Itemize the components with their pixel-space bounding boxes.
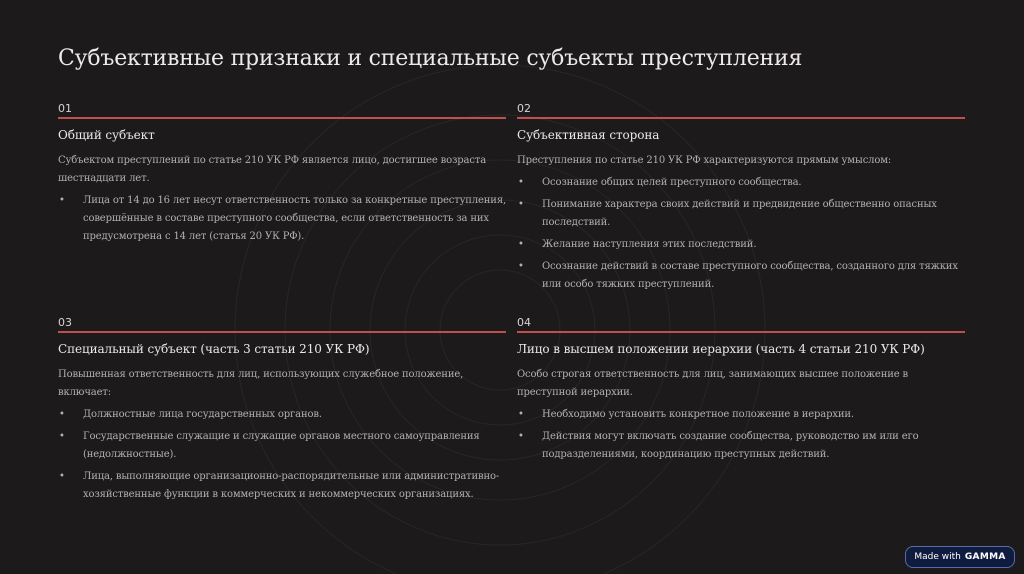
- card-description: Субъектом преступлений по статье 210 УК РФ является лицо, достигшее возраста шестнадцати лет.: [58, 155, 487, 184]
- card-general-subject: [58, 101, 506, 250]
- card-heading: Лицо в высшем положении иерархии (часть 4 статьи 210 УК РФ): [517, 342, 925, 356]
- card-number: 04: [517, 316, 531, 329]
- card-heading: Специальный субъект (часть 3 статьи 210 УК РФ): [58, 342, 370, 356]
- bullet-icon: •: [59, 431, 65, 442]
- card-heading: Общий субъект: [58, 128, 155, 142]
- list-item: • Понимание характера своих действий и предвидение общественно опасных последствий.: [517, 196, 965, 232]
- card-divider: [58, 331, 506, 333]
- card-divider: [58, 117, 506, 119]
- bullet-list: [58, 406, 506, 504]
- card-divider: [517, 117, 965, 119]
- bullet-icon: •: [518, 431, 524, 442]
- list-item: • Должностные лица государственных органов.: [58, 406, 506, 424]
- card-special-subject: [58, 315, 506, 508]
- bullet-icon: •: [59, 195, 65, 206]
- list-item: • Необходимо установить конкретное положение в иерархии.: [517, 406, 965, 424]
- card-description: Особо строгая ответственность для лиц, занимающих высшее положение в преступной иерархии.: [517, 369, 909, 398]
- bullet-icon: •: [518, 199, 524, 210]
- bullet-icon: •: [59, 471, 65, 482]
- made-with-gamma-badge[interactable]: [905, 546, 1015, 568]
- card-number: 03: [58, 316, 72, 329]
- list-item: • Осознание общих целей преступного сообщества.: [517, 174, 965, 192]
- bullet-icon: •: [518, 177, 524, 188]
- card-divider: [517, 331, 965, 333]
- bullet-list: [58, 192, 506, 246]
- list-item: • Лица, выполняющие организационно-распорядительные или административно-хозяйственные функции в коммерческих и некоммерческих организациях.: [58, 468, 506, 504]
- card-description: Преступления по статье 210 УК РФ характеризуются прямым умыслом:: [517, 155, 892, 166]
- bullet-icon: •: [59, 409, 65, 420]
- page-title: Субъективные признаки и специальные субъекты преступления: [58, 46, 803, 71]
- badge-prefix: Made with: [914, 552, 961, 562]
- card-description: Повышенная ответственность для лиц, использующих служебное положение, включает:: [58, 369, 464, 398]
- card-number: 02: [517, 102, 531, 115]
- gamma-logo: GAMMA: [964, 552, 1006, 562]
- card-number: 01: [58, 102, 72, 115]
- list-item: • Осознание действий в составе преступного сообщества, созданного для тяжких или особо тяжких преступлений.: [517, 258, 965, 294]
- list-item: • Желание наступления этих последствий.: [517, 236, 965, 254]
- bullet-list: [517, 174, 965, 294]
- slide: [58, 0, 966, 574]
- bullet-icon: •: [518, 409, 524, 420]
- card-top-hierarchy: [517, 315, 965, 468]
- bullet-icon: •: [518, 239, 524, 250]
- list-item: • Действия могут включать создание сообщества, руководство им или его подразделениями, координацию преступных действий.: [517, 428, 965, 464]
- bullet-icon: •: [518, 261, 524, 272]
- list-item: • Лица от 14 до 16 лет несут ответственность только за конкретные преступления, совершённые в составе преступного сообщества, если ответственность за них предусмотрена с 14 лет (статья 20 УК РФ).: [58, 192, 506, 246]
- card-heading: Субъективная сторона: [517, 128, 660, 142]
- bullet-list: [517, 406, 965, 464]
- card-subjective-side: [517, 101, 965, 298]
- list-item: • Государственные служащие и служащие органов местного самоуправления (недолжностные).: [58, 428, 506, 464]
